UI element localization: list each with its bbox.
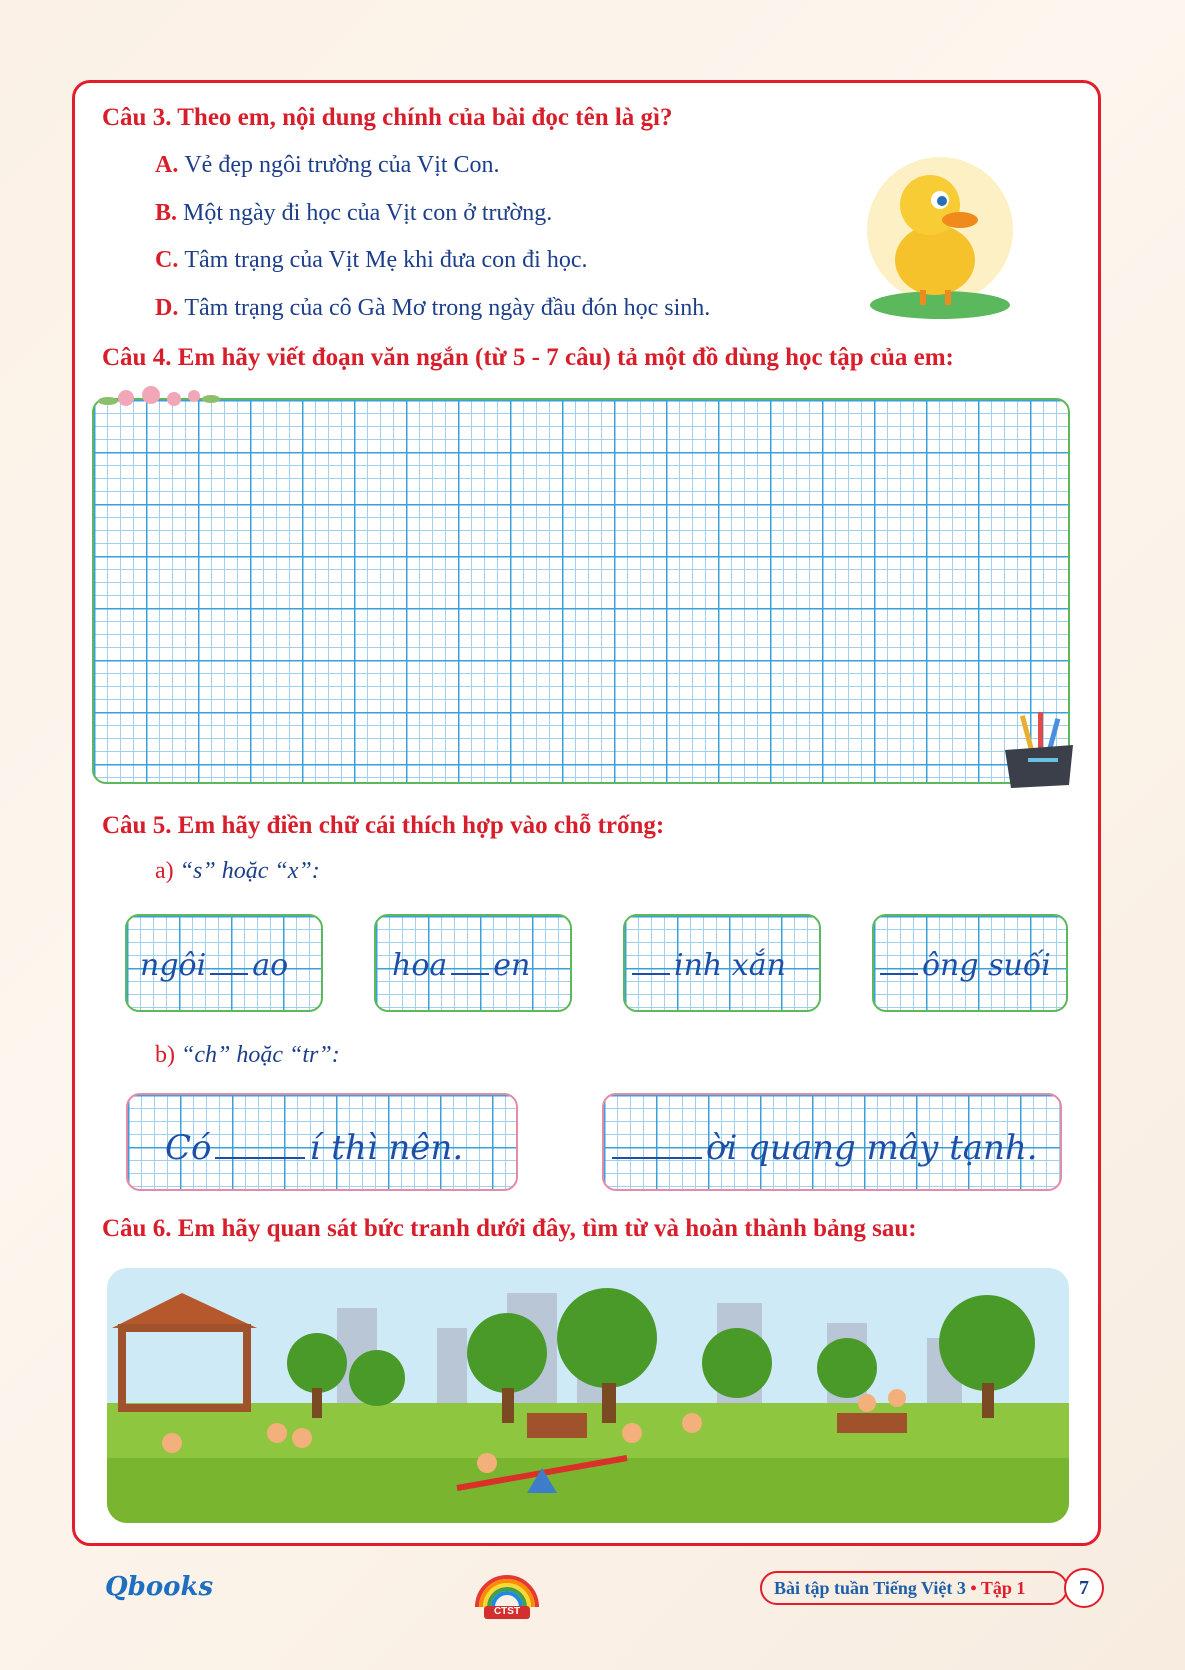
option-letter: D. — [155, 295, 179, 321]
word-after: í thì nên. — [309, 1128, 464, 1168]
option-letter: B. — [155, 200, 178, 226]
fill-item-5 — [165, 1128, 463, 1168]
option-text: Vẻ đẹp ngôi trường của Vịt Con. — [184, 152, 500, 178]
page-number: 7 — [1064, 1568, 1104, 1608]
answer-blank[interactable] — [612, 1157, 702, 1159]
part-instruction: “s” hoặc “x”: — [179, 858, 320, 884]
fill-item-4 — [876, 948, 1051, 983]
fill-item-3 — [628, 948, 786, 983]
flower-decoration-icon — [96, 383, 221, 413]
answer-blank[interactable] — [210, 973, 248, 975]
question-5-title: Câu 5. Em hãy điền chữ cái thích hợp vào chỗ trống: — [102, 812, 665, 839]
answer-blank[interactable] — [451, 973, 489, 975]
word-before: ngôi — [140, 948, 207, 983]
option-b[interactable] — [155, 200, 552, 227]
part-letter: a) — [155, 858, 174, 884]
separator: • — [970, 1578, 977, 1598]
option-a[interactable] — [155, 152, 500, 179]
fill-item-1 — [140, 948, 288, 983]
option-text: Tâm trạng của Vịt Mẹ khi đưa con đi học. — [184, 247, 588, 273]
option-text: Một ngày đi học của Vịt con ở trường. — [183, 200, 553, 226]
publisher-logo: Qbooks — [105, 1572, 214, 1602]
question-3-title: Câu 3. Theo em, nội dung chính của bài đọc tên là gì? — [102, 104, 673, 131]
fill-item-2 — [392, 948, 530, 983]
word-after: ời quang mây tạnh. — [706, 1128, 1038, 1168]
option-d[interactable] — [155, 295, 710, 322]
series-logo-text: CTST — [493, 1606, 521, 1617]
ctst-rainbow-logo — [472, 1562, 542, 1622]
part-a-label — [155, 858, 320, 885]
volume-label: Tập 1 — [980, 1578, 1026, 1598]
word-after: en — [493, 948, 531, 983]
question-6-title: Câu 6. Em hãy quan sát bức tranh dưới đây, tìm từ và hoàn thành bảng sau: — [102, 1215, 917, 1242]
book-title: Bài tập tuần Tiếng Việt 3 — [774, 1578, 966, 1598]
option-text: Tâm trạng của cô Gà Mơ trong ngày đầu đón học sinh. — [184, 295, 711, 321]
option-c[interactable] — [155, 247, 587, 274]
question-4-title: Câu 4. Em hãy viết đoạn văn ngắn (từ 5 - 7 câu) tả một đồ dùng học tập của em: — [102, 344, 954, 371]
answer-blank[interactable] — [215, 1157, 305, 1159]
book-title-pill — [760, 1571, 1068, 1605]
writing-grid[interactable] — [92, 398, 1070, 784]
part-b-label — [155, 1042, 340, 1069]
answer-blank[interactable] — [632, 973, 670, 975]
word-after: ao — [252, 948, 289, 983]
word-before: hoa — [392, 948, 448, 983]
duckling-illustration — [865, 155, 1015, 320]
word-after: ông suối — [922, 948, 1051, 983]
part-instruction: “ch” hoặc “tr”: — [181, 1042, 340, 1068]
word-before: Có — [165, 1128, 212, 1168]
fill-item-6 — [608, 1128, 1038, 1168]
answer-blank[interactable] — [880, 973, 918, 975]
option-letter: A. — [155, 152, 179, 178]
option-letter: C. — [155, 247, 179, 273]
park-illustration — [107, 1268, 1069, 1523]
pencil-case-icon — [1003, 710, 1088, 790]
word-after: inh xắn — [674, 948, 786, 983]
part-letter: b) — [155, 1042, 175, 1068]
